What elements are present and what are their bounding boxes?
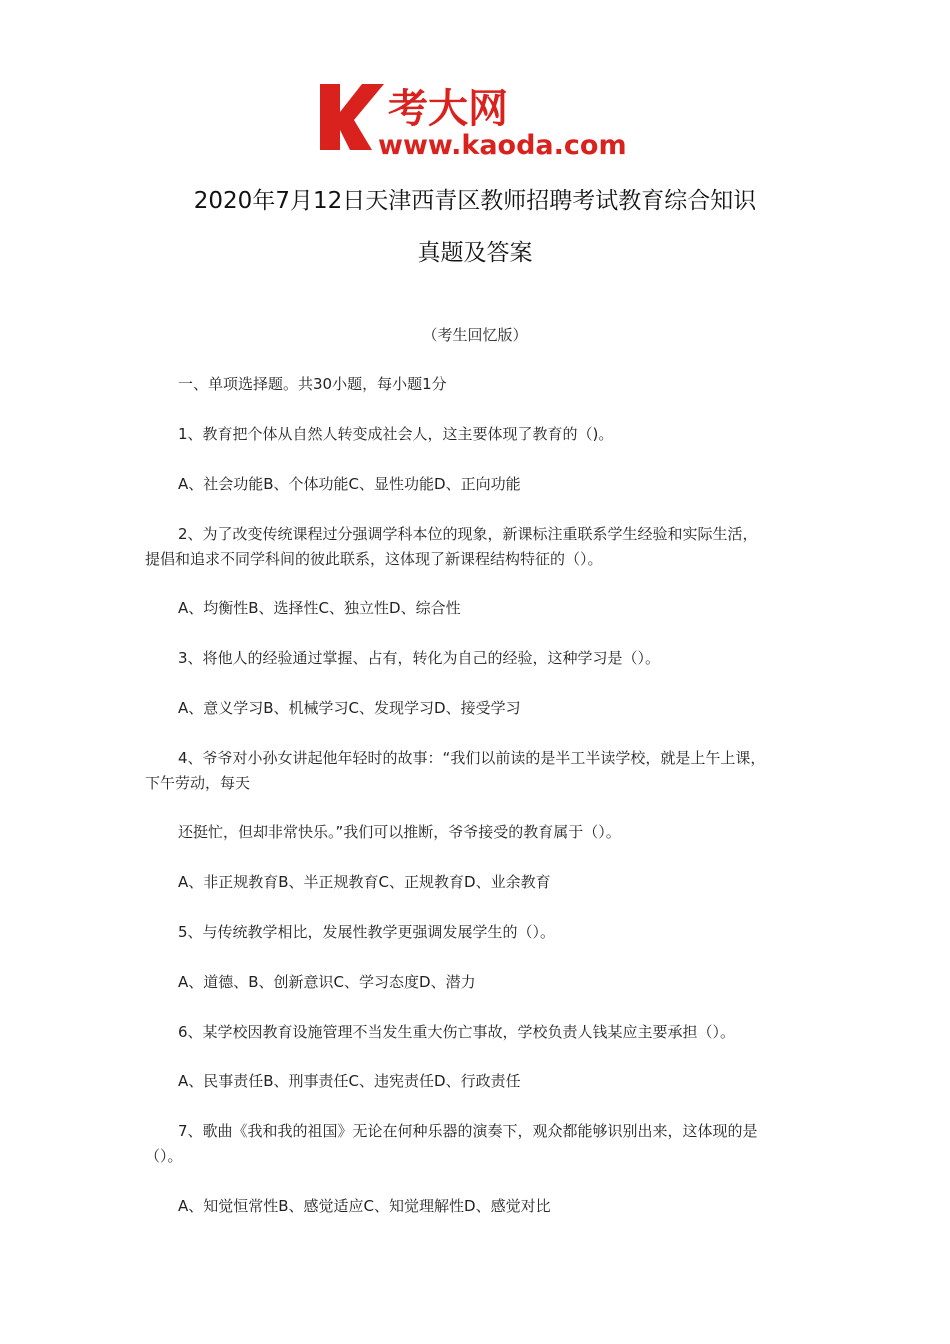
question-2-options: A、均衡性B、选择性C、独立性D、综合性 bbox=[178, 599, 461, 617]
document-subtitle: （考生回忆版） bbox=[422, 326, 528, 344]
question-4-options: A、非正规教育B、半正规教育C、正规教育D、业余教育 bbox=[178, 873, 551, 891]
question-7-stem-line-1: 7、歌曲《我和我的祖国》无论在何种乐器的演奏下，观众都能够识别出来，这体现的是 bbox=[178, 1122, 758, 1140]
logo-brand-text: 考大网 bbox=[388, 86, 508, 132]
section-heading: 一、单项选择题。共30小题，每小题1分 bbox=[178, 375, 447, 393]
question-4-stem-line-2: 下午劳动，每天 bbox=[145, 774, 251, 792]
question-2-stem-line-2: 提倡和追求不同学科间的彼此联系，这体现了新课程结构特征的（）。 bbox=[145, 550, 603, 568]
kaoda-logo bbox=[318, 80, 638, 160]
question-7-options: A、知觉恒常性B、感觉适应C、知觉理解性D、感觉对比 bbox=[178, 1197, 551, 1215]
question-1-stem: 1、教育把个体从自然人转变成社会人，这主要体现了教育的（)。 bbox=[178, 425, 614, 443]
question-4-stem-line-3: 还挺忙，但却非常快乐。”我们可以推断，爷爷接受的教育属于（）。 bbox=[178, 823, 621, 841]
question-6-stem: 6、某学校因教育设施管理不当发生重大伤亡事故，学校负责人钱某应主要承担（）。 bbox=[178, 1023, 736, 1041]
question-6-options: A、民事责任B、刑事责任C、违宪责任D、行政责任 bbox=[178, 1072, 521, 1090]
question-1-options: A、社会功能B、个体功能C、显性功能D、正向功能 bbox=[178, 475, 521, 493]
question-3-options: A、意义学习B、机械学习C、发现学习D、接受学习 bbox=[178, 699, 521, 717]
question-5-stem: 5、与传统教学相比，发展性教学更强调发展学生的（）。 bbox=[178, 923, 556, 941]
kaoda-logo-graphic bbox=[318, 80, 638, 160]
logo-url-text: www.kaoda.com bbox=[378, 130, 627, 160]
document-title-line-2: 真题及答案 bbox=[417, 240, 533, 266]
question-3-stem: 3、将他人的经验通过掌握、占有，转化为自己的经验，这种学习是（）。 bbox=[178, 649, 661, 667]
question-4-stem-line-1: 4、爷爷对小孙女讲起他年轻时的故事：“我们以前读的是半工半读学校，就是上午上课， bbox=[178, 749, 766, 767]
question-7-stem-line-2: （）。 bbox=[145, 1147, 183, 1165]
question-5-options: A、道德、B、创新意识C、学习态度D、潜力 bbox=[178, 973, 476, 991]
question-2-stem-line-1: 2、为了改变传统课程过分强调学科本位的现象，新课标注重联系学生经验和实际生活， bbox=[178, 525, 758, 543]
document-title-line-1: 2020年7月12日天津西青区教师招聘考试教育综合知识 bbox=[193, 188, 757, 214]
